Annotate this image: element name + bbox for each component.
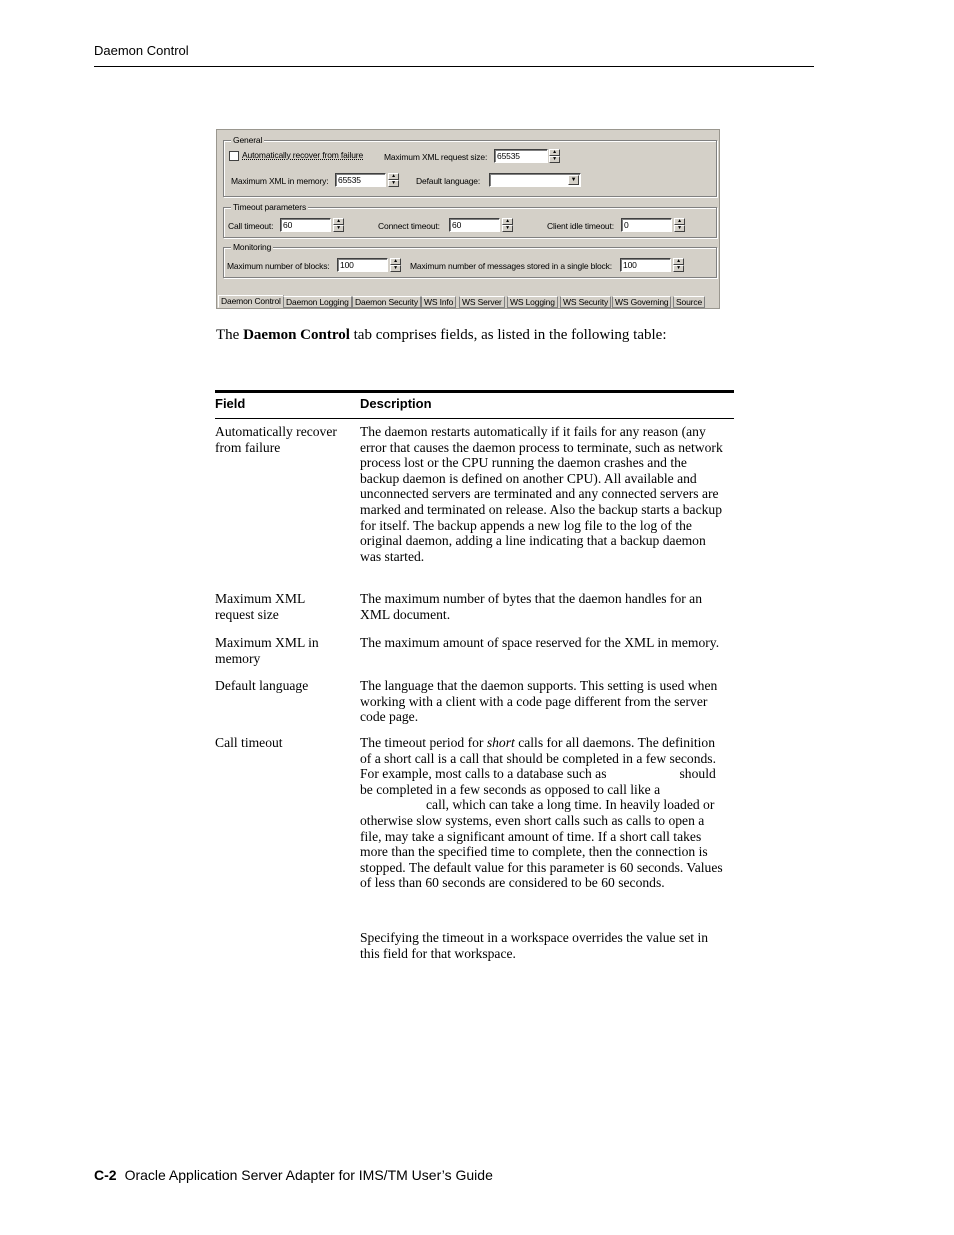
monitoring-group-title: Monitoring	[233, 242, 272, 252]
tab-source[interactable]: Source	[673, 296, 705, 308]
tab-ws-info[interactable]: WS Info	[421, 296, 456, 308]
timeout-group	[223, 202, 717, 238]
spin-down-icon[interactable]: ▼	[333, 225, 344, 232]
tab-ws-governing[interactable]: WS Governing	[612, 296, 671, 308]
tab-daemon-control[interactable]: Daemon Control	[218, 295, 284, 308]
spin-up-icon[interactable]: ▲	[673, 258, 684, 265]
table-header-description: Description	[360, 396, 432, 411]
table-row-description: The maximum number of bytes that the daemon handles for an XML document.	[360, 591, 703, 622]
general-group	[223, 135, 717, 197]
max-blocks-label: Maximum number of blocks:	[227, 261, 330, 271]
call-timeout-desc-d: call, which can take a long time. In heavily loaded or otherwise slow systems, even short calls such as calls to open a file, may take a significant amount of time. If a short call takes more than the specified time to complete, then the connection is stopped. The default value for this parameter is 60 seconds. Values of less than 60 seconds are considered to be 60 seconds.	[360, 797, 723, 891]
client-idle-timeout-input[interactable]: 0	[621, 218, 672, 232]
max-xml-request-label: Maximum XML request size:	[384, 152, 488, 162]
connect-timeout-label: Connect timeout:	[378, 221, 440, 231]
call-timeout-desc-c: should be completed in a few seconds as opposed to call like a	[360, 766, 716, 797]
intro-pre: The	[216, 327, 244, 343]
call-timeout-desc-b: calls for all daemons. The definition of a short call is a call that should be completed in a few seconds. For example, most calls to a database such as	[360, 735, 716, 782]
page-footer	[94, 1167, 493, 1183]
call-timeout-note: Specifying the timeout in a workspace overrides the value set in this field for that workspace.	[360, 930, 709, 961]
spin-down-icon[interactable]: ▼	[673, 265, 684, 272]
tab-ws-security[interactable]: WS Security	[560, 296, 611, 308]
connect-timeout-input[interactable]: 60	[449, 218, 500, 232]
call-timeout-label: Call timeout:	[228, 221, 274, 231]
spin-down-icon[interactable]: ▼	[549, 156, 560, 163]
connect-timeout-spinner[interactable]	[502, 218, 513, 232]
max-messages-input[interactable]: 100	[620, 258, 671, 272]
call-timeout-input[interactable]: 60	[280, 218, 331, 232]
default-language-select[interactable]	[489, 173, 581, 187]
table-row-field: Maximum XML in memory	[215, 635, 319, 666]
client-idle-timeout-label: Client idle timeout:	[547, 221, 614, 231]
max-xml-request-input[interactable]: 65535	[494, 149, 548, 163]
intro-post: tab comprises fields, as listed in the following table:	[349, 327, 667, 343]
default-language-label: Default language:	[416, 176, 481, 186]
header-rule	[94, 66, 814, 67]
tab-strip	[217, 295, 719, 309]
tab-daemon-security[interactable]: Daemon Security	[352, 296, 421, 308]
auto-recover-label: Automatically recover from failure	[242, 150, 364, 160]
spin-up-icon[interactable]: ▲	[333, 218, 344, 225]
tab-daemon-logging[interactable]: Daemon Logging	[283, 296, 352, 308]
daemon-control-panel	[216, 129, 720, 309]
auto-recover-checkbox[interactable]	[229, 151, 239, 161]
spin-up-icon[interactable]: ▲	[390, 258, 401, 265]
tab-ws-logging[interactable]: WS Logging	[507, 296, 558, 308]
call-timeout-spinner[interactable]	[333, 218, 344, 232]
max-blocks-spinner[interactable]	[390, 258, 401, 272]
general-group-title: General	[233, 135, 263, 145]
tab-ws-server[interactable]: WS Server	[459, 296, 505, 308]
table-row-description: The daemon restarts automatically if it fails for any reason (any error that causes the daemon process to terminate, such as network process lost or the CPU running the daemon crashes and the backup daemon is defined on another CPU). All available and unconnected servers are terminated and any connected servers are marked and terminated on release. Also the backup starts a backup for itself. The backup appends a new log file to the log of the original daemon, adding a line indicating that a backup daemon was started.	[360, 424, 723, 564]
max-xml-memory-input[interactable]: 65535	[335, 173, 386, 187]
max-xml-request-spinner[interactable]	[549, 149, 560, 163]
table-row-description: The maximum amount of space reserved for the XML in memory.	[360, 635, 720, 650]
page-number: C-2	[94, 1167, 117, 1183]
spin-down-icon[interactable]: ▼	[502, 225, 513, 232]
spin-down-icon[interactable]: ▼	[674, 225, 685, 232]
max-messages-label: Maximum number of messages stored in a single block:	[410, 261, 612, 271]
table-row-field: Automatically recover from failure	[215, 424, 337, 455]
spin-up-icon[interactable]: ▲	[674, 218, 685, 225]
spin-up-icon[interactable]: ▲	[502, 218, 513, 225]
table-header-rule	[215, 418, 734, 419]
max-messages-spinner[interactable]	[673, 258, 684, 272]
spin-up-icon[interactable]: ▲	[549, 149, 560, 156]
table-row-field: Default language	[215, 678, 309, 693]
call-timeout-desc-em: short	[486, 735, 515, 750]
client-idle-timeout-spinner[interactable]	[674, 218, 685, 232]
intro-bold: Daemon Control	[243, 327, 350, 343]
table-row-field: Call timeout	[215, 735, 283, 750]
table-top-rule	[215, 390, 734, 393]
table-row-field: Maximum XML request size	[215, 591, 305, 622]
max-xml-memory-spinner[interactable]	[388, 173, 399, 187]
timeout-group-title: Timeout parameters	[233, 202, 307, 212]
spin-down-icon[interactable]: ▼	[388, 180, 399, 187]
spin-up-icon[interactable]: ▲	[388, 173, 399, 180]
monitoring-group	[223, 242, 717, 278]
max-xml-memory-label: Maximum XML in memory:	[231, 176, 329, 186]
table-header-field: Field	[215, 396, 246, 411]
call-timeout-desc-a: The timeout period for	[360, 735, 487, 750]
table-row-description	[360, 735, 726, 891]
book-title: Oracle Application Server Adapter for IMS/TM User’s Guide	[124, 1167, 493, 1183]
chevron-down-icon[interactable]: ▼	[568, 175, 579, 185]
running-header: Daemon Control	[94, 43, 189, 58]
intro-paragraph	[216, 327, 667, 344]
max-blocks-input[interactable]: 100	[337, 258, 388, 272]
table-row-description: The language that the daemon supports. This setting is used when working with a client with a code page different from the server code page.	[360, 678, 718, 725]
spin-down-icon[interactable]: ▼	[390, 265, 401, 272]
